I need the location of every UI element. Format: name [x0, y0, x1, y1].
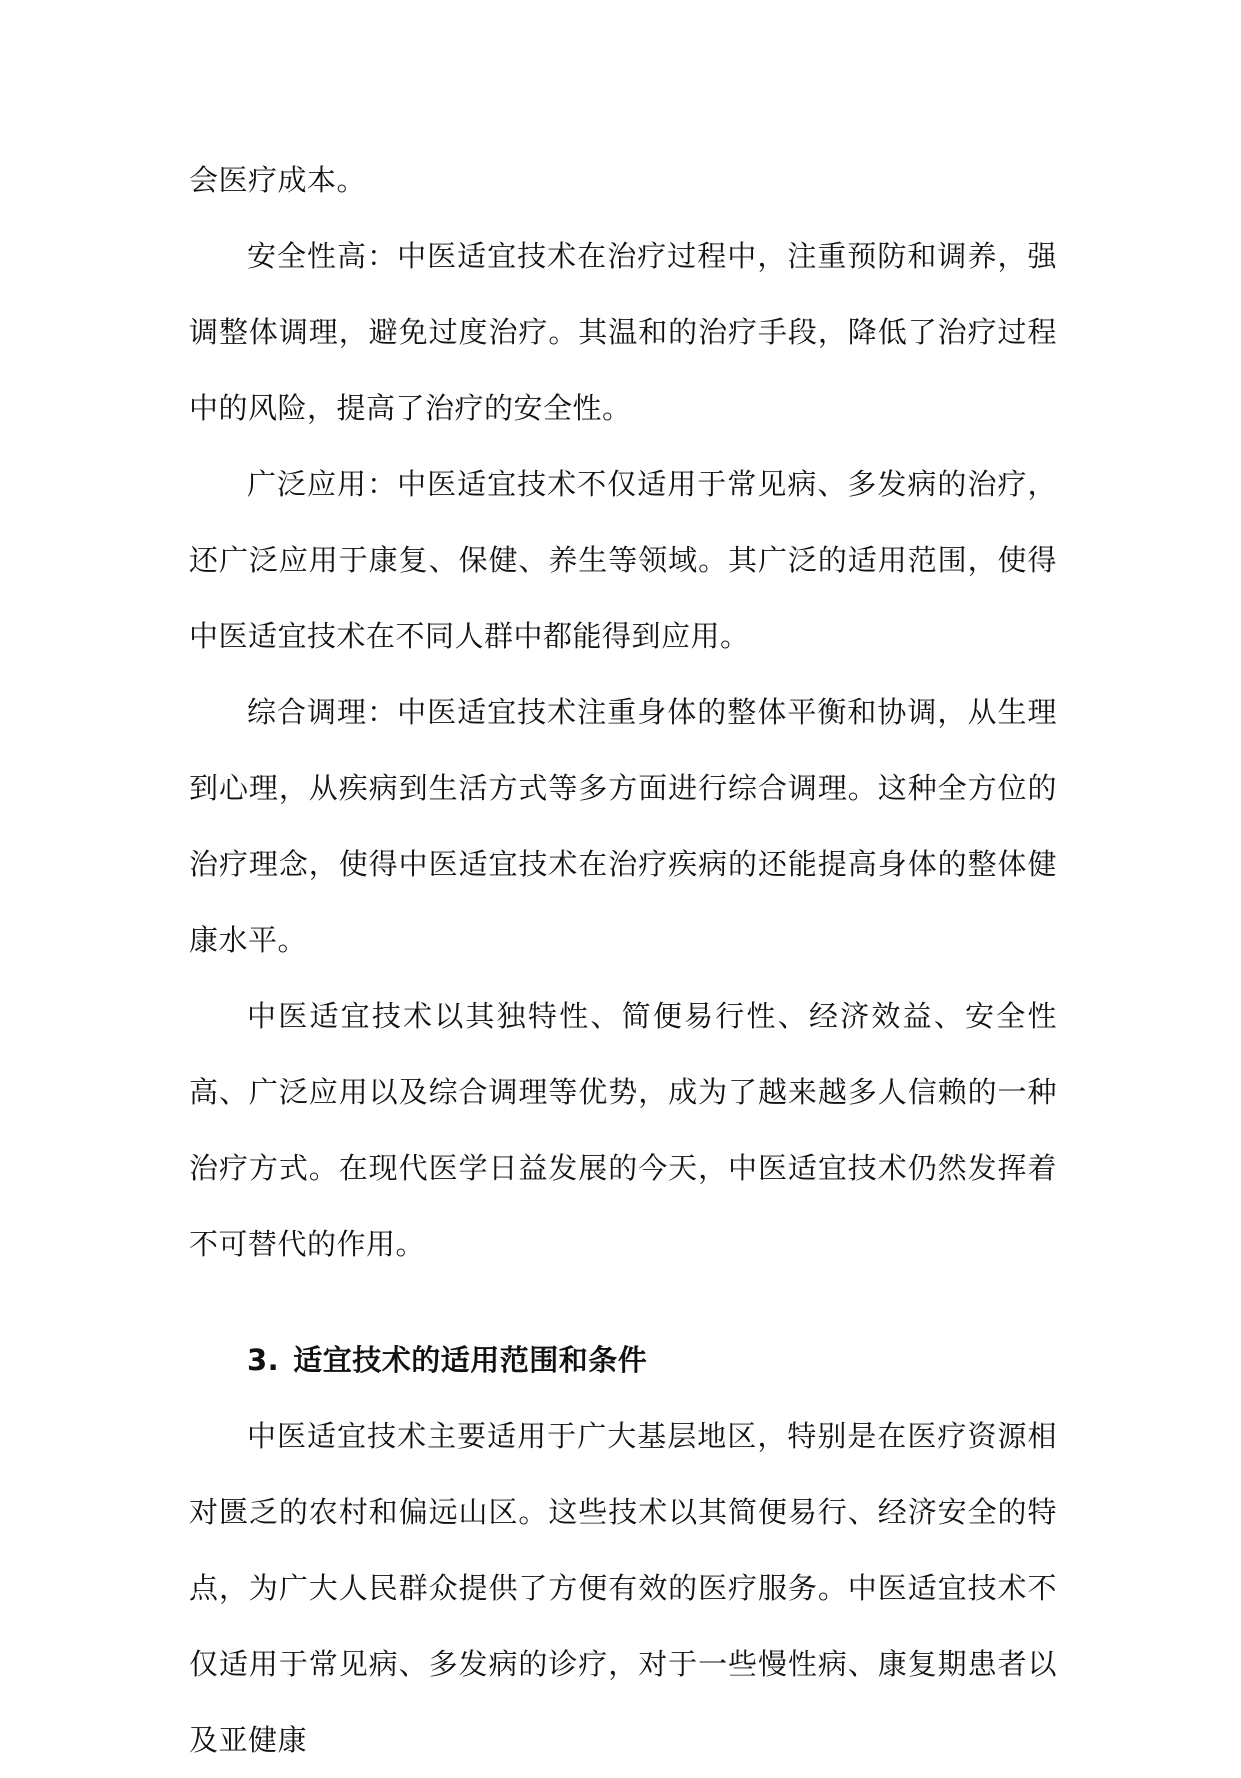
section-number: 3.	[247, 1343, 280, 1377]
paragraph-wide-application: 广泛应用：中医适宜技术不仅适用于常见病、多发病的治疗，还广泛应用于康复、保健、养生等领域。其广泛的适用范围，使得中医适宜技术在不同人群中都能得到应用。	[189, 467, 1057, 653]
paragraph-safety: 安全性高：中医适宜技术在治疗过程中，注重预防和调养，强调整体调理，避免过度治疗。其温和的治疗手段，降低了治疗过程中的风险，提高了治疗的安全性。	[189, 239, 1057, 425]
paragraph-summary: 中医适宜技术以其独特性、简便易行性、经济效益、安全性高、广泛应用以及综合调理等优势，成为了越来越多人信赖的一种治疗方式。在现代医学日益发展的今天，中医适宜技术仍然发挥着不可替代的作用。	[189, 999, 1057, 1261]
document-body	[189, 142, 1057, 1778]
paragraph-continuation: 会医疗成本。	[189, 163, 367, 197]
paragraph-comprehensive-conditioning: 综合调理：中医适宜技术注重身体的整体平衡和协调，从生理到心理，从疾病到生活方式等多方面进行综合调理。这种全方位的治疗理念，使得中医适宜技术在治疗疾病的还能提高身体的整体健康水平。	[189, 695, 1057, 957]
paragraph-scope: 中医适宜技术主要适用于广大基层地区，特别是在医疗资源相对匮乏的农村和偏远山区。这些技术以其简便易行、经济安全的特点，为广大人民群众提供了方便有效的医疗服务。中医适宜技术不仅适用于常见病、多发病的诊疗，对于一些慢性病、康复期患者以及亚健康	[189, 1419, 1057, 1757]
section-title: 适宜技术的适用范围和条件	[293, 1343, 648, 1377]
section-heading	[189, 1322, 1057, 1398]
section-spacer	[189, 1282, 1057, 1322]
